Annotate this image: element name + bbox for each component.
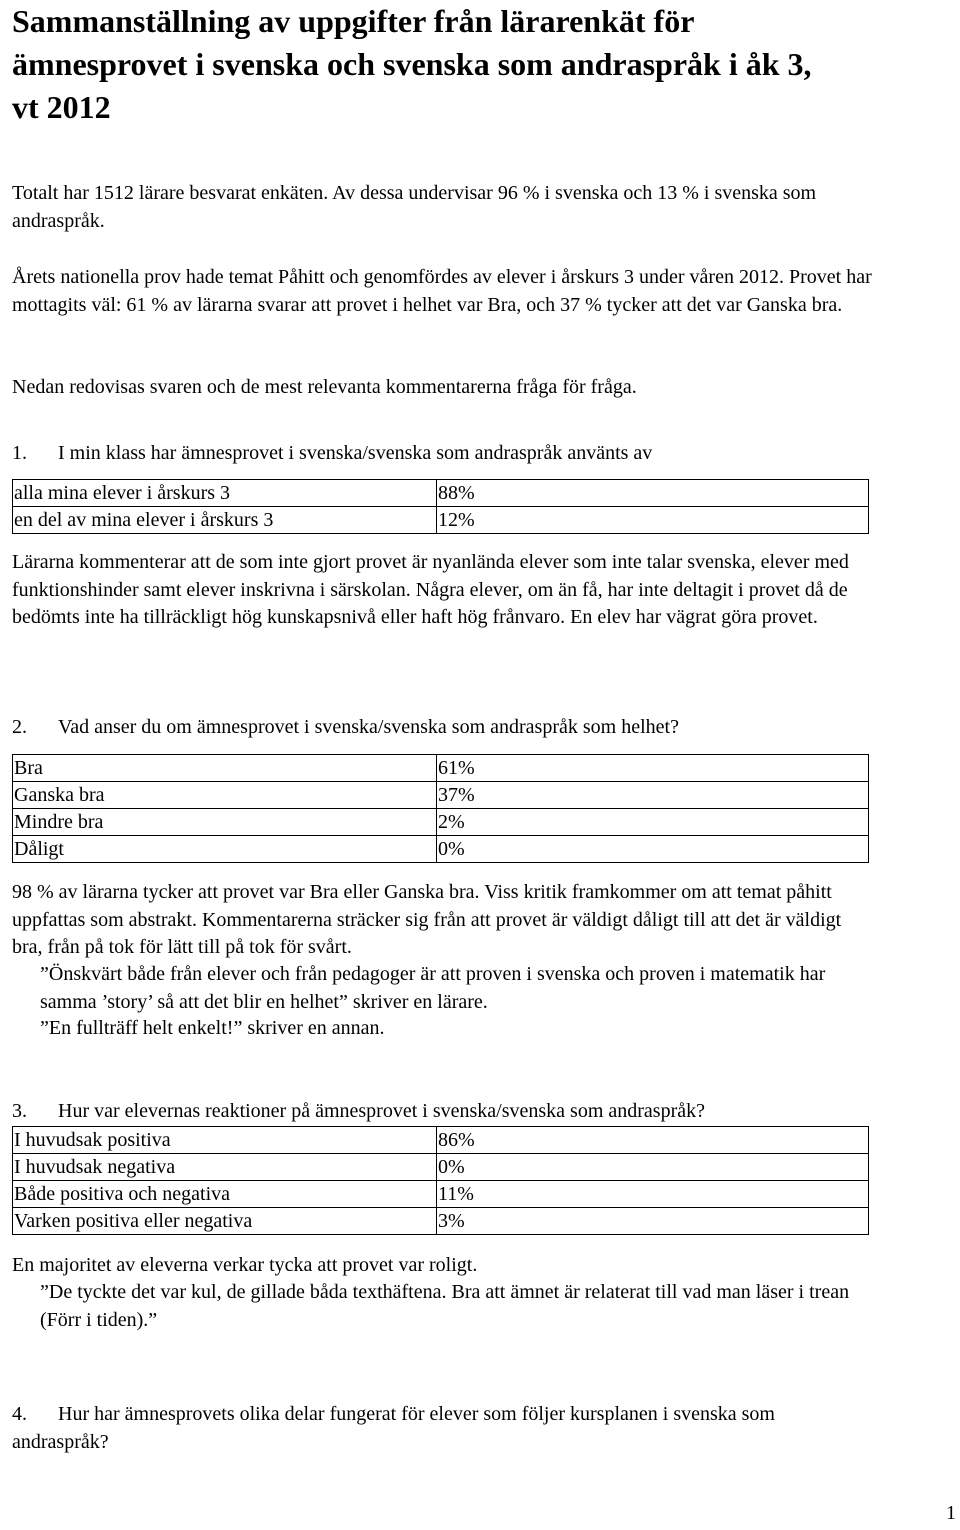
question-text: I min klass har ämnesprovet i svenska/svenska som andraspråk använts av [58, 442, 653, 464]
question-2-table [12, 754, 869, 863]
table-cell-label: I huvudsak negativa [13, 1154, 437, 1181]
table-cell-label: I huvudsak positiva [13, 1127, 437, 1154]
table-cell-label: Bra [13, 755, 437, 782]
question-number: 1. [12, 442, 27, 464]
table-cell-value: 88% [437, 480, 869, 507]
table-row [13, 782, 869, 809]
table-row [13, 755, 869, 782]
question-text: Vad anser du om ämnesprovet i svenska/svenska som andraspråk som helhet? [58, 716, 679, 738]
intro-paragraph-1: Totalt har 1512 lärare besvarat enkäten. Av dessa undervisar 96 % i svenska och 13 % i svenska som andraspråk. [12, 182, 817, 232]
question-2-quote-2: ”En fullträff helt enkelt!” skriver en annan. [40, 1017, 385, 1039]
table-cell-value: 2% [437, 809, 869, 836]
question-number: 2. [12, 716, 27, 738]
question-2 [12, 714, 892, 742]
page-number: 1 [946, 1502, 956, 1524]
table-cell-label: en del av mina elever i årskurs 3 [13, 507, 437, 534]
table-cell-value: 86% [437, 1127, 869, 1154]
table-cell-label: Dåligt [13, 836, 437, 863]
question-3-quote-1: ”De tyckte det var kul, de gillade båda texthäftena. Bra att ämnet är relaterat till vad man läser i trean (Förr i tiden).” [40, 1281, 850, 1331]
table-cell-label: Både positiva och negativa [13, 1181, 437, 1208]
question-1 [12, 440, 892, 468]
table-row [13, 1127, 869, 1154]
question-number: 3. [12, 1100, 27, 1122]
table-row [13, 809, 869, 836]
table-row [13, 836, 869, 863]
table-cell-value: 12% [437, 507, 869, 534]
question-number: 4. [12, 1403, 27, 1425]
table-row [13, 507, 869, 534]
table-cell-label: alla mina elever i årskurs 3 [13, 480, 437, 507]
question-1-comment: Lärarna kommenterar att de som inte gjort provet är nyanlända elever som inte talar svenska, elever med funktionshinder samt elever inskrivna i särskolan. Några elever, om än få, har inte deltagit i provet då de bedömts inte ha tillräckligt hög kunskapsnivå eller haft hög frånvaro. En elev har vägrat göra provet. [12, 551, 849, 628]
question-3-table [12, 1126, 869, 1235]
table-cell-value: 11% [437, 1181, 869, 1208]
table-cell-label: Mindre bra [13, 809, 437, 836]
question-text: Hur har ämnesprovets olika delar fungerat för elever som följer kursplanen i svenska som andraspråk? [12, 1403, 775, 1453]
table-cell-value: 37% [437, 782, 869, 809]
question-4 [12, 1401, 872, 1456]
table-cell-value: 0% [437, 1154, 869, 1181]
table-row [13, 1208, 869, 1235]
question-3-comment: En majoritet av eleverna verkar tycka att provet var roligt. [12, 1254, 478, 1276]
table-cell-value: 0% [437, 836, 869, 863]
table-row [13, 1154, 869, 1181]
question-3 [12, 1098, 892, 1126]
question-2-quote-1: ”Önskvärt både från elever och från pedagoger är att proven i svenska och proven i matematik har samma ’story’ så att det blir en helhet” skriver en lärare. [40, 963, 826, 1013]
table-row [13, 480, 869, 507]
table-cell-label: Varken positiva eller negativa [13, 1208, 437, 1235]
table-cell-value: 61% [437, 755, 869, 782]
intro-paragraph-3: Nedan redovisas svaren och de mest relevanta kommentarerna fråga för fråga. [12, 376, 637, 398]
table-cell-value: 3% [437, 1208, 869, 1235]
document-title: Sammanställning av uppgifter från lärarenkät för ämnesprovet i svenska och svenska som andraspråk i åk 3, vt 2012 [12, 3, 812, 125]
question-2-comment: 98 % av lärarna tycker att provet var Bra eller Ganska bra. Viss kritik framkommer om att temat påhitt uppfattas som abstrakt. Kommentarerna sträcker sig från att provet är väldigt dåligt till att det är väldigt bra, från på tok för lätt till på tok för svårt. [12, 881, 842, 958]
intro-paragraph-2: Årets nationella prov hade temat Påhitt och genomfördes av elever i årskurs 3 under våren 2012. Provet har mottagits väl: 61 % av lärarna svarar att provet i helhet var Bra, och 37 % tycker att det var Ganska bra. [12, 266, 872, 316]
question-1-table [12, 479, 869, 534]
table-row [13, 1181, 869, 1208]
question-text: Hur var elevernas reaktioner på ämnesprovet i svenska/svenska som andraspråk? [58, 1100, 705, 1122]
table-cell-label: Ganska bra [13, 782, 437, 809]
